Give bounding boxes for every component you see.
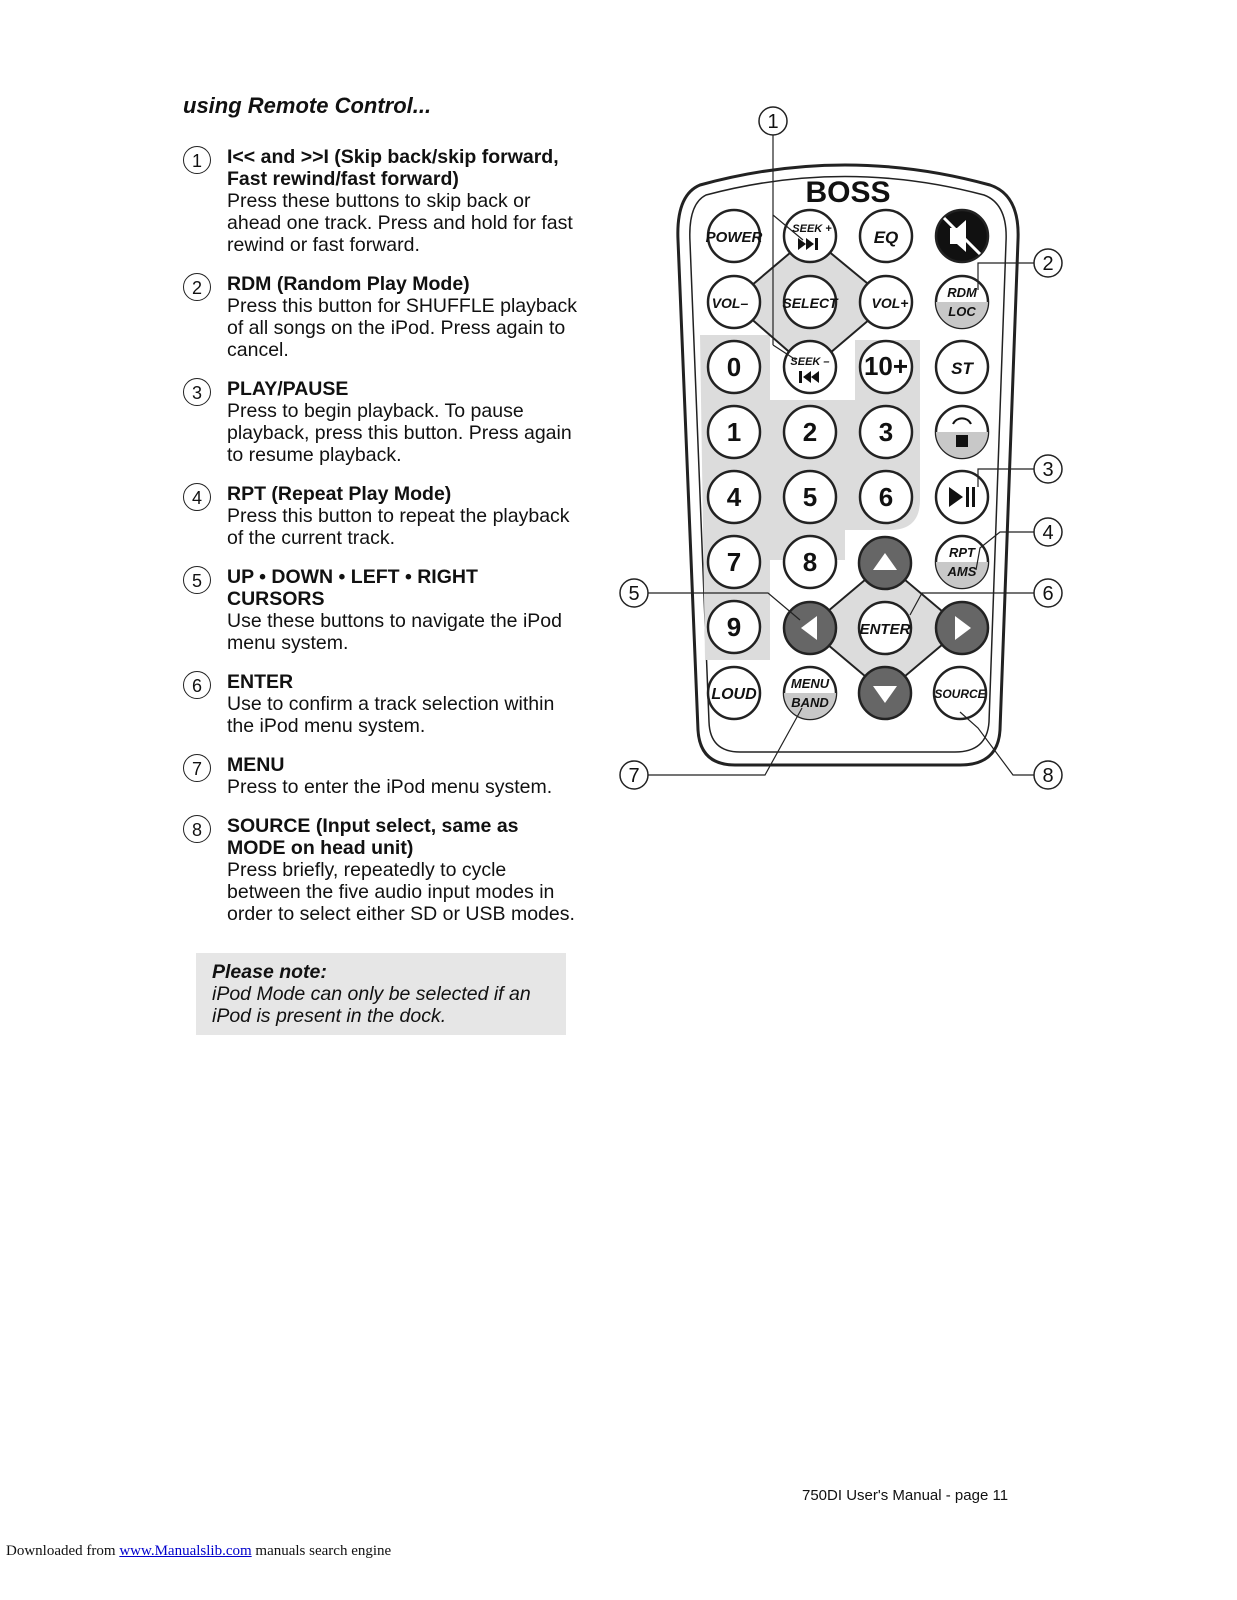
svg-text:6: 6 bbox=[878, 482, 894, 512]
st-button[interactable] bbox=[936, 341, 988, 393]
item-number: 3 bbox=[183, 378, 211, 406]
digit-6-button[interactable] bbox=[860, 471, 912, 523]
svg-text:7: 7 bbox=[628, 765, 640, 787]
item-body: Press to begin playback. To pause playback, press this button. Press again to resume playback. bbox=[227, 400, 572, 466]
svg-text:SEEK +: SEEK + bbox=[792, 223, 832, 235]
item-title: ENTER bbox=[227, 671, 294, 693]
svg-text:8: 8 bbox=[1042, 765, 1054, 787]
item-title: MENU bbox=[227, 754, 285, 776]
svg-text:LOUD: LOUD bbox=[711, 686, 757, 703]
svg-text:3: 3 bbox=[1042, 459, 1054, 481]
svg-text:MENU: MENU bbox=[790, 676, 830, 691]
note-body: iPod Mode can only be selected if an iPod is present in the dock. bbox=[212, 983, 531, 1027]
digit-8-button[interactable] bbox=[784, 536, 836, 588]
stop-icon bbox=[956, 435, 968, 447]
item-body: Press briefly, repeatedly to cycle between the five audio input modes in order to select either SD or USB modes. bbox=[227, 859, 575, 925]
down-cursor-button[interactable] bbox=[859, 667, 911, 719]
item-title: PLAY/PAUSE bbox=[227, 378, 349, 400]
stop-button[interactable] bbox=[936, 406, 988, 458]
digit-9-button[interactable] bbox=[708, 601, 760, 653]
digit-1-button[interactable] bbox=[708, 406, 760, 458]
note-title: Please note: bbox=[212, 961, 327, 983]
svg-text:8: 8 bbox=[802, 547, 818, 577]
item-title: I<< and >>I (Skip back/skip forward, Fast rewind/fast forward) bbox=[227, 146, 559, 190]
list-item bbox=[183, 273, 593, 361]
svg-text:3: 3 bbox=[878, 417, 894, 447]
callout-5 bbox=[620, 579, 648, 607]
svg-text:0: 0 bbox=[726, 352, 742, 382]
callout-3 bbox=[1034, 455, 1062, 483]
item-body: Press this button for SHUFFLE playback of all songs on the iPod. Press again to cancel. bbox=[227, 295, 578, 361]
svg-text:VOL–: VOL– bbox=[711, 295, 749, 311]
svg-text:2: 2 bbox=[802, 417, 818, 447]
vol-minus-button[interactable] bbox=[708, 276, 760, 328]
download-prefix: Downloaded from bbox=[6, 1543, 120, 1559]
item-number: 8 bbox=[183, 815, 211, 843]
callout-4 bbox=[1034, 518, 1062, 546]
list-item bbox=[183, 146, 593, 256]
svg-text:1: 1 bbox=[767, 111, 779, 133]
callout-1 bbox=[759, 107, 787, 135]
item-title: UP • DOWN • LEFT • RIGHT CURSORS bbox=[227, 566, 478, 610]
svg-text:SELECT: SELECT bbox=[782, 295, 838, 311]
svg-text:5: 5 bbox=[802, 482, 818, 512]
digit-0-button[interactable] bbox=[708, 341, 760, 393]
svg-text:LOC: LOC bbox=[948, 304, 976, 319]
loud-button[interactable] bbox=[708, 667, 760, 719]
callout-6 bbox=[1034, 579, 1062, 607]
svg-text:2: 2 bbox=[1042, 253, 1054, 275]
item-title: RDM (Random Play Mode) bbox=[227, 273, 470, 295]
item-number: 7 bbox=[183, 754, 211, 782]
item-number: 2 bbox=[183, 273, 211, 301]
item-body: Press this button to repeat the playback of the current track. bbox=[227, 505, 570, 549]
list-item bbox=[183, 483, 593, 549]
digit-4-button[interactable] bbox=[708, 471, 760, 523]
power-button[interactable] bbox=[706, 210, 763, 262]
item-body: Use to confirm a track selection within the iPod menu system. bbox=[227, 693, 555, 737]
enter-button[interactable] bbox=[859, 602, 911, 654]
remote-control-diagram bbox=[610, 100, 1080, 800]
callout-8 bbox=[1034, 761, 1062, 789]
manualslib-link[interactable]: www.Manualslib.com bbox=[119, 1543, 252, 1559]
note-box bbox=[196, 953, 566, 1035]
download-banner bbox=[6, 1543, 391, 1560]
callout-7 bbox=[620, 761, 648, 789]
svg-text:7: 7 bbox=[726, 547, 742, 577]
svg-text:VOL+: VOL+ bbox=[871, 295, 909, 311]
brand-logo: BOSS bbox=[805, 176, 891, 209]
item-body: Use these buttons to navigate the iPod menu system. bbox=[227, 610, 562, 654]
svg-text:SOURCE: SOURCE bbox=[934, 687, 986, 701]
list-item bbox=[183, 815, 593, 925]
ten-plus-button[interactable] bbox=[860, 341, 912, 393]
menu-band-button[interactable] bbox=[784, 667, 836, 719]
digit-7-button[interactable] bbox=[708, 536, 760, 588]
section-heading: using Remote Control... bbox=[183, 93, 432, 118]
list-item bbox=[183, 754, 593, 798]
download-suffix: manuals search engine bbox=[251, 1543, 392, 1559]
svg-text:BAND: BAND bbox=[791, 695, 829, 710]
item-body: Press these buttons to skip back or ahead one track. Press and hold for fast rewind or fast forward. bbox=[227, 190, 573, 256]
play-pause-button[interactable] bbox=[936, 471, 988, 523]
source-button[interactable] bbox=[934, 667, 987, 719]
seek-forward-button[interactable] bbox=[784, 210, 836, 262]
list-item bbox=[183, 671, 593, 737]
svg-text:AMS: AMS bbox=[947, 564, 977, 579]
svg-text:4: 4 bbox=[726, 482, 742, 512]
eq-button[interactable] bbox=[860, 210, 912, 262]
up-cursor-button[interactable] bbox=[859, 537, 911, 589]
svg-text:ENTER: ENTER bbox=[859, 621, 911, 638]
page-footer: 750DI User's Manual - page 11 bbox=[802, 1487, 1009, 1504]
digit-3-button[interactable] bbox=[860, 406, 912, 458]
svg-text:RPT: RPT bbox=[949, 545, 975, 560]
instruction-list bbox=[183, 146, 593, 942]
mute-button[interactable] bbox=[936, 210, 988, 262]
digit-2-button[interactable] bbox=[784, 406, 836, 458]
svg-text:SEEK –: SEEK – bbox=[790, 356, 830, 368]
list-item bbox=[183, 378, 593, 466]
item-title: RPT (Repeat Play Mode) bbox=[227, 483, 452, 505]
digit-5-button[interactable] bbox=[784, 471, 836, 523]
svg-text:EQ: EQ bbox=[873, 228, 899, 247]
right-cursor-button[interactable] bbox=[936, 602, 988, 654]
rpt-ams-button[interactable] bbox=[936, 536, 988, 588]
item-number: 4 bbox=[183, 483, 211, 511]
svg-text:RDM: RDM bbox=[947, 285, 977, 300]
item-title: SOURCE (Input select, same as MODE on head unit) bbox=[227, 815, 519, 859]
list-item bbox=[183, 566, 593, 654]
rdm-loc-button[interactable] bbox=[936, 276, 988, 328]
svg-text:4: 4 bbox=[1042, 522, 1054, 544]
svg-text:POWER: POWER bbox=[705, 229, 763, 246]
item-body: Press to enter the iPod menu system. bbox=[227, 776, 553, 798]
svg-text:6: 6 bbox=[1042, 583, 1054, 605]
seek-back-button[interactable] bbox=[784, 341, 836, 393]
svg-text:5: 5 bbox=[628, 583, 640, 605]
left-cursor-button[interactable] bbox=[784, 602, 836, 654]
callout-2 bbox=[1034, 249, 1062, 277]
item-number: 5 bbox=[183, 566, 211, 594]
vol-plus-button[interactable] bbox=[860, 276, 912, 328]
svg-text:ST: ST bbox=[951, 359, 973, 378]
svg-text:10+: 10+ bbox=[863, 351, 909, 381]
svg-text:1: 1 bbox=[726, 417, 742, 447]
item-number: 1 bbox=[183, 146, 211, 174]
item-number: 6 bbox=[183, 671, 211, 699]
svg-text:9: 9 bbox=[726, 612, 742, 642]
